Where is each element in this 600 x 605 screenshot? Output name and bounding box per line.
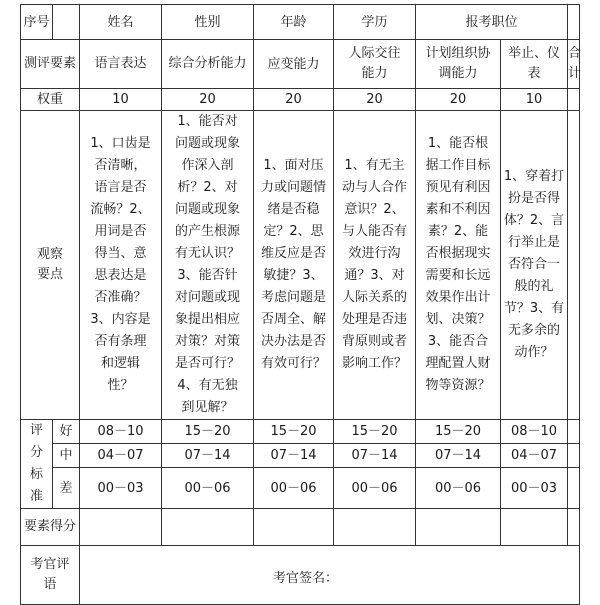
score-range-cell: [254, 468, 334, 509]
education-label: 学历: [361, 14, 388, 30]
applicant-info-row: [21, 5, 580, 40]
criteria-label-cell: [21, 420, 53, 509]
element-name: 计划组织协调能力: [425, 46, 491, 81]
element-name: 综合分析能力: [168, 56, 247, 71]
score-range-cell: [416, 468, 501, 509]
score-range-cell: [80, 468, 162, 509]
education-label-cell: [334, 5, 416, 40]
element-name-cell: [80, 40, 162, 89]
gender-label: 性别: [194, 14, 221, 30]
element-name: 举止、仪表: [507, 46, 560, 81]
element-name-cell: [416, 40, 501, 89]
good-label-cell: [53, 420, 80, 444]
element-name: 语言表达: [94, 56, 147, 71]
seq-label-cell: [21, 5, 53, 40]
weight-value: 20: [199, 92, 216, 107]
observation-cell: [80, 111, 162, 420]
score-range-cell: [334, 420, 416, 444]
score-range: 00－06: [270, 480, 317, 496]
score-range: 08－10: [97, 424, 144, 440]
score-range-cell: [501, 444, 568, 468]
score-range: 04－07: [510, 448, 558, 464]
name-label-cell: [80, 5, 162, 40]
observation-points: 1、能否根据工作目标预见有利因素和不利因素？2、能否根据现实需要和长远效果作出计划、决策？3、能否合理配置人财物等资源？: [425, 136, 491, 393]
score-range-cell: [254, 444, 334, 468]
score-range-cell: [501, 468, 568, 509]
observation-points: 1、能否对问题或现象作深入剖析？2、对问题或现象的产生根源有无认识？3、能否针对问题或现象提出相应对策？对策是否可行？4、有无独到见解？: [174, 114, 240, 415]
observation-points: 1、面对压力或问题情绪是否稳定？2、思维反应是否敏捷？3、考虑问题是否周全、解决办法是否有效可行？: [260, 158, 326, 371]
name-label: 姓名: [107, 14, 134, 30]
score-range-cell: [416, 444, 501, 468]
total-weight-cell: [568, 89, 580, 111]
elements-label-cell: [21, 40, 80, 89]
observation-points: 1、口齿是否清晰，语言是否流畅？2、用词是否得当、意思表达是否准确？3、内容是否有条理和逻辑性？: [90, 136, 151, 393]
element-score-label: 要素得分: [24, 519, 77, 534]
score-range: 15－20: [184, 424, 231, 440]
weight-cell: [334, 89, 416, 111]
position-value-cell[interactable]: [568, 5, 580, 40]
mid-label: 中: [59, 448, 73, 464]
score-range-cell: [80, 444, 162, 468]
element-name-cell: [254, 40, 334, 89]
age-label: 年龄: [280, 14, 307, 30]
position-label: 报考职位: [465, 14, 518, 30]
seq-value-cell[interactable]: [53, 5, 80, 40]
good-label: 好: [59, 424, 73, 440]
total-observation-cell: [568, 111, 580, 420]
observation-points: 1、穿着打扮是否得体？2、言行举止是否符合一般的礼节？3、有无多余的动作？: [503, 169, 565, 360]
interview-scoring-table: [20, 4, 580, 605]
total-score-input[interactable]: [568, 509, 580, 546]
elements-row: [21, 40, 580, 89]
element-score-input[interactable]: [80, 509, 162, 546]
element-score-input[interactable]: [501, 509, 568, 546]
seq-label: 序号: [23, 14, 50, 30]
score-range: 00－06: [184, 480, 231, 496]
element-score-input[interactable]: [334, 509, 416, 546]
weight-label-cell: [21, 89, 80, 111]
weight-value: 10: [525, 92, 543, 107]
score-range-cell: [334, 468, 416, 509]
score-range: 00－06: [434, 480, 482, 496]
criteria-label: 评分标准: [29, 423, 43, 504]
element-name-cell: [162, 40, 254, 89]
element-score-input[interactable]: [416, 509, 501, 546]
element-name: 应变能力: [267, 56, 320, 72]
score-range-cell: [162, 444, 254, 468]
score-range: 07－14: [434, 448, 482, 464]
elements-label: 测评要素: [24, 56, 77, 71]
weight-cell: [162, 89, 254, 111]
score-range-cell: [80, 420, 162, 444]
score-range: 04－07: [97, 448, 144, 464]
element-name-cell: [334, 40, 416, 89]
total-criteria-cell: [568, 420, 580, 444]
total-label-cell: [568, 40, 580, 89]
bad-label-cell: [53, 468, 80, 509]
total-criteria-cell: [568, 468, 580, 509]
element-name: 人际交往能力: [348, 46, 401, 81]
criteria-bad-row: [21, 468, 580, 509]
weight-value: 20: [366, 92, 383, 107]
bad-label: 差: [59, 480, 73, 496]
score-range-cell: [501, 420, 568, 444]
mid-label-cell: [53, 444, 80, 468]
examiner-comment-label: 考官评语: [30, 557, 70, 592]
score-range: 15－20: [434, 424, 482, 440]
score-range: 15－20: [351, 424, 398, 440]
element-name-cell: [501, 40, 568, 89]
element-score-input[interactable]: [254, 509, 334, 546]
score-range-cell: [334, 444, 416, 468]
examiner-signature-label: 考官签名：: [273, 571, 339, 586]
score-range: 07－14: [270, 448, 317, 464]
observation-cell: [334, 111, 416, 420]
examiner-comment-label-cell: [21, 546, 80, 605]
score-range: 00－06: [351, 480, 398, 496]
observation-cell: [162, 111, 254, 420]
weight-label: 权重: [36, 92, 63, 107]
score-range: 08－10: [510, 424, 558, 440]
score-range: 07－14: [351, 448, 398, 464]
weight-value: 20: [285, 92, 302, 107]
criteria-good-row: [21, 420, 580, 444]
total-label: 合计: [568, 46, 582, 81]
observation-row: [21, 111, 580, 420]
element-score-input[interactable]: [162, 509, 254, 546]
observation-label: 观察要点: [36, 247, 63, 282]
score-range-cell: [162, 468, 254, 509]
position-label-cell: [416, 5, 568, 40]
score-range: 07－14: [184, 448, 231, 464]
weight-value: 20: [449, 92, 467, 107]
score-range: 00－03: [510, 480, 558, 496]
weight-cell: [416, 89, 501, 111]
total-criteria-cell: [568, 444, 580, 468]
score-range-cell: [162, 420, 254, 444]
element-score-label-cell: [21, 509, 80, 546]
score-range: 00－03: [97, 480, 144, 496]
weight-cell: [80, 89, 162, 111]
weight-value: 10: [112, 92, 129, 107]
score-range-cell: [416, 420, 501, 444]
age-label-cell: [254, 5, 334, 40]
score-range-cell: [254, 420, 334, 444]
gender-label-cell: [162, 5, 254, 40]
observation-cell: [501, 111, 568, 420]
element-score-row: [21, 509, 580, 546]
observation-points: 1、有无主动与人合作意识？2、与人能否有效进行沟通？3、对人际关系的处理是否违背原则或者影响工作？: [341, 158, 407, 371]
weight-cell: [254, 89, 334, 111]
observation-cell: [416, 111, 501, 420]
score-range: 15－20: [270, 424, 317, 440]
weight-cell: [501, 89, 568, 111]
observation-cell: [254, 111, 334, 420]
observation-label-cell: [21, 111, 80, 420]
criteria-mid-row: [21, 444, 580, 468]
weight-row: [21, 89, 580, 111]
